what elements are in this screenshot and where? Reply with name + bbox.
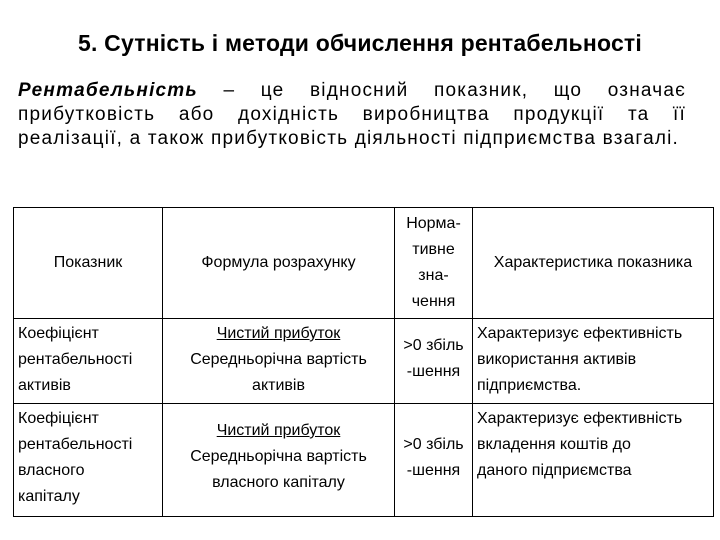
formula-numerator: Чистий прибуток [216,422,341,439]
indicator-line: Коефіцієнт [18,325,99,342]
formula-denominator: Середньорічна вартість [190,448,367,465]
table-header-row [14,208,714,319]
header-normative-line: Норма- [406,215,461,232]
intro-paragraph [18,79,686,151]
cell-indicator [14,319,163,404]
cell-normative [395,319,473,404]
formula-denominator: Середньорічна вартість [190,351,367,368]
normative-line: -шення [406,363,461,380]
normative-line: -шення [406,462,461,479]
characteristic-line: використання активів [477,351,637,368]
indicator-line: рентабельності [18,351,133,368]
header-normative-line: тивне [412,241,455,258]
header-formula: Формула розрахунку [163,208,395,319]
table-row [14,404,714,517]
cell-characteristic [473,404,714,517]
characteristic-line: даного підприємства [477,462,632,479]
characteristic-line: вкладення коштів до [477,436,631,453]
table-row [14,319,714,404]
cell-formula [163,319,395,404]
characteristic-line: Характеризує ефективність [477,325,683,342]
normative-line: >0 збіль [403,436,464,453]
formula-denominator: активів [252,377,305,394]
intro-text: – це відносний показник, що означає прибутковість або дохідність виробництва продукції та її реалізації, а також прибутковість діяльності підприємства взагалі. [18,80,686,149]
page-title: 5. Сутність і методи обчислення рентабельності [78,30,642,56]
cell-formula [163,404,395,517]
characteristic-line: підприємства. [477,377,582,394]
header-characteristic: Характеристика показника [473,208,714,319]
indicator-line: рентабельності [18,436,133,453]
header-normative [395,208,473,319]
indicator-line: Коефіцієнт [18,410,99,427]
header-normative-line: зна- [418,267,449,284]
indicator-line: власного [18,462,85,479]
formula-denominator: власного капіталу [212,474,345,491]
cell-indicator [14,404,163,517]
header-indicator: Показник [14,208,163,319]
formula-numerator: Чистий прибуток [216,325,341,342]
header-normative-line: чення [411,293,456,310]
cell-characteristic [473,319,714,404]
profitability-table [13,207,714,517]
indicator-line: активів [18,377,71,394]
characteristic-line: Характеризує ефективність [477,410,683,427]
normative-line: >0 збіль [403,337,464,354]
intro-term: Рентабельність [18,80,198,101]
cell-normative [395,404,473,517]
indicator-line: капіталу [18,488,80,505]
